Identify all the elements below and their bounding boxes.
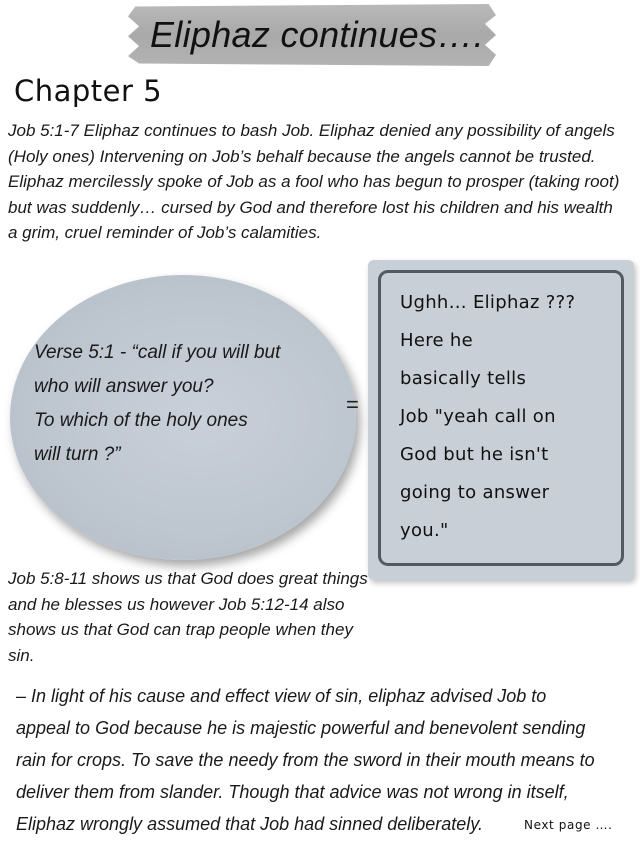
note-handwritten-text: Ughh… Eliphaz ??? Here he basically tells Job "yeah call on God but he isn't going to answer you."	[400, 292, 576, 541]
equals-sign: =	[346, 392, 359, 417]
middle-paragraph: Job 5:8-11 shows us that God does great things and he blesses us however Job 5:12-14 also shows us that God can trap people when they sin.	[8, 569, 368, 665]
verse-quote: Verse 5:1 - “call if you will but who will answer you? To which of the holy ones will turn ?”	[34, 342, 281, 465]
next-page-link[interactable]: Next page ….	[524, 818, 613, 832]
page-title: Eliphaz continues….	[150, 14, 484, 55]
chapter-heading: Chapter 5	[14, 74, 163, 108]
intro-paragraph: Job 5:1-7 Eliphaz continues to bash Job. Eliphaz denied any possibility of angels (Holy ones) Intervening on Job’s behalf because the angels cannot be trusted. Eliphaz mercilessly spoke of Job as a fool who has begun to prosper (taking root) but was suddenly… cursed by God and therefore lost his children and his wealth a grim, cruel reminder of Job’s calamities.	[8, 121, 620, 243]
bullet-paragraph: – In light of his cause and effect view of sin, eliphaz advised Job to appeal to God because he is majestic powerful and benevolent sending rain for crops. To save the needy from the sword in their mouth means to deliver them from slander. Though that advice was not wrong in itself, Eliphaz wrongly assumed that Job had sinned deliberately.	[16, 686, 595, 834]
